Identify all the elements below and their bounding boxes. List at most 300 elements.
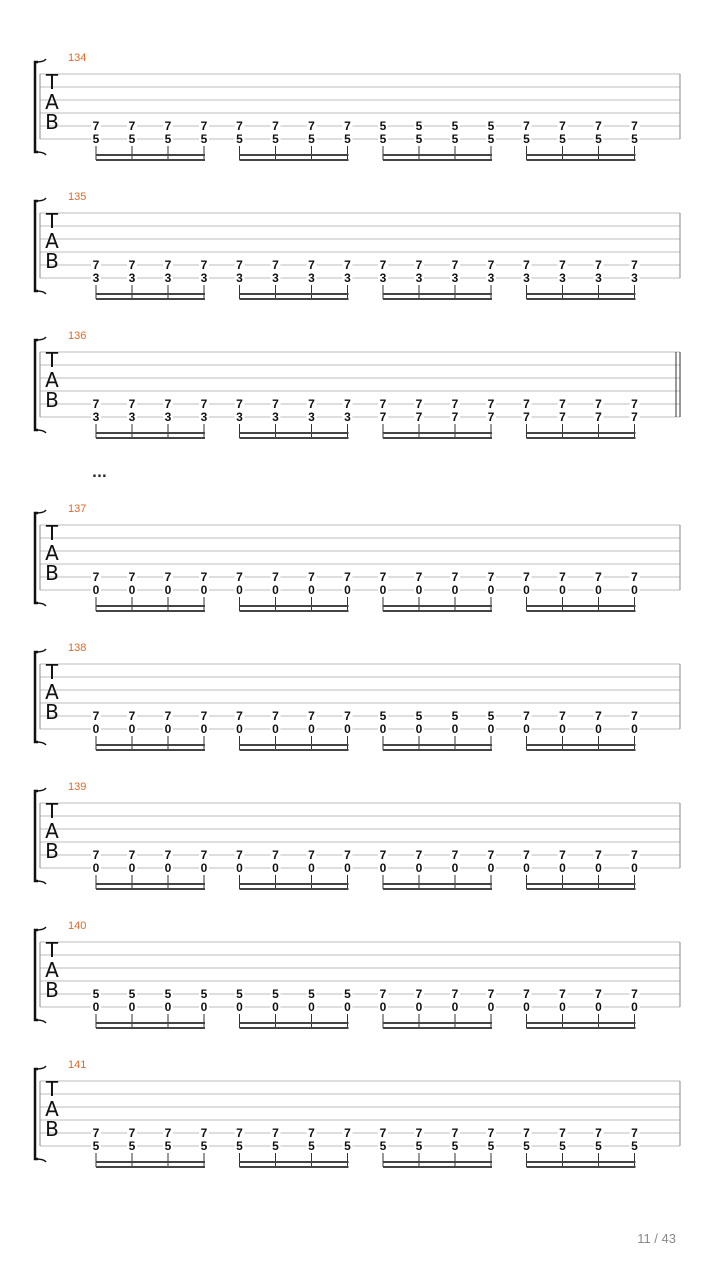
fret-number: 3 [236, 271, 243, 285]
fret-number: 7 [92, 709, 100, 723]
fret-number: 7 [344, 397, 351, 411]
fret-number: 7 [379, 570, 387, 584]
fret-number: 7 [487, 1126, 495, 1140]
fret-number: 7 [595, 709, 602, 723]
fret-number: 3 [308, 271, 315, 285]
fret-number: 0 [164, 861, 172, 875]
fret-number: 3 [92, 410, 100, 424]
fret-number: 7 [487, 987, 495, 1001]
fret-number: 5 [128, 987, 136, 1001]
fret-number: 7 [200, 848, 208, 862]
fret-number: 7 [92, 570, 100, 584]
fret-number: 0 [559, 583, 566, 597]
fret-number: 0 [451, 861, 459, 875]
beam-16th-lower [240, 1027, 349, 1029]
fret-number: 7 [631, 410, 638, 424]
beam-16th-upper [383, 1022, 492, 1024]
page-number: 11 / 43 [637, 1231, 676, 1246]
tab-clef-letter: T [45, 521, 59, 545]
beam-16th-upper [527, 432, 636, 434]
tab-clef-letter: B [45, 249, 59, 273]
fret-number: 7 [128, 258, 136, 272]
beam-16th-lower [527, 298, 636, 300]
fret-number: 5 [344, 132, 351, 146]
fret-number: 7 [308, 258, 315, 272]
fret-number: 0 [236, 1000, 243, 1014]
fret-number: 5 [451, 132, 459, 146]
bracket-hook-top [36, 59, 46, 62]
fret-number: 5 [415, 119, 423, 133]
fret-number: 7 [308, 119, 315, 133]
beam-16th-lower [527, 159, 636, 161]
beam-16th-upper [240, 1022, 349, 1024]
fret-number: 0 [451, 722, 459, 736]
fret-number: 7 [344, 1126, 351, 1140]
fret-number: 0 [200, 583, 208, 597]
beam-16th-lower [383, 437, 492, 439]
fret-number: 5 [487, 119, 495, 133]
fret-number: 7 [164, 258, 172, 272]
fret-number: 7 [379, 1126, 387, 1140]
fret-number: 0 [308, 722, 315, 736]
fret-number: 0 [379, 583, 387, 597]
fret-number: 3 [200, 271, 208, 285]
tab-clef-letter: B [45, 561, 59, 585]
fret-number: 0 [164, 583, 172, 597]
fret-number: 7 [595, 119, 602, 133]
beam-16th-upper [96, 293, 205, 295]
beam-16th-upper [383, 605, 492, 607]
fret-number: 7 [236, 397, 243, 411]
fret-number: 0 [379, 1000, 387, 1014]
fret-number: 7 [272, 848, 279, 862]
beam-16th-lower [527, 610, 636, 612]
fret-number: 7 [128, 1126, 136, 1140]
fret-number: 7 [559, 709, 566, 723]
fret-number: 7 [92, 119, 100, 133]
fret-number: 7 [631, 1126, 638, 1140]
fret-number: 7 [595, 848, 602, 862]
fret-number: 5 [164, 132, 172, 146]
fret-number: 5 [415, 709, 423, 723]
beam-16th-upper [240, 744, 349, 746]
tab-clef-letter: T [45, 938, 59, 962]
ellipsis-mark: ... [92, 466, 107, 481]
fret-number: 7 [523, 119, 530, 133]
tab-clef-letter: T [45, 799, 59, 823]
beam-16th-upper [383, 154, 492, 156]
tab-clef-letter: T [45, 70, 59, 94]
fret-number: 0 [272, 583, 279, 597]
bar-number: 136 [68, 330, 87, 342]
beam-16th-upper [240, 432, 349, 434]
fret-number: 0 [595, 861, 602, 875]
fret-number: 7 [595, 410, 602, 424]
fret-number: 0 [595, 1000, 602, 1014]
fret-number: 7 [236, 119, 243, 133]
fret-number: 3 [523, 271, 530, 285]
fret-number: 7 [631, 848, 638, 862]
fret-number: 5 [523, 132, 530, 146]
fret-number: 7 [451, 1126, 459, 1140]
fret-number: 0 [631, 861, 638, 875]
beam-16th-upper [383, 744, 492, 746]
tab-clef-letter: A [45, 368, 59, 392]
fret-number: 0 [415, 722, 423, 736]
beam-16th-upper [96, 1161, 205, 1163]
tab-clef-letter: B [45, 388, 59, 412]
beam-16th-lower [383, 1027, 492, 1029]
fret-number: 0 [92, 583, 100, 597]
beam-16th-lower [527, 888, 636, 890]
fret-number: 7 [559, 410, 566, 424]
fret-number: 7 [451, 397, 459, 411]
tab-clef-letter: A [45, 958, 59, 982]
fret-number: 5 [415, 1139, 423, 1153]
fret-number: 3 [487, 271, 495, 285]
fret-number: 7 [559, 1126, 566, 1140]
fret-number: 7 [272, 397, 279, 411]
beam-16th-upper [96, 1022, 205, 1024]
bar-number: 138 [68, 642, 87, 654]
bracket-hook-bottom [36, 430, 46, 433]
fret-number: 5 [451, 119, 459, 133]
beam-16th-lower [96, 749, 205, 751]
beam-16th-upper [527, 293, 636, 295]
beam-16th-upper [383, 293, 492, 295]
fret-number: 7 [379, 397, 387, 411]
tab-clef-letter: A [45, 680, 59, 704]
fret-number: 7 [631, 987, 638, 1001]
beam-16th-lower [96, 888, 205, 890]
tab-system [35, 781, 680, 890]
beam-16th-upper [240, 154, 349, 156]
fret-number: 0 [631, 1000, 638, 1014]
beam-16th-upper [96, 744, 205, 746]
fret-number: 5 [523, 1139, 530, 1153]
fret-number: 0 [487, 1000, 495, 1014]
fret-number: 5 [379, 132, 387, 146]
fret-number: 5 [487, 709, 495, 723]
bracket-hook-top [36, 927, 46, 930]
fret-number: 7 [487, 258, 495, 272]
fret-number: 0 [559, 722, 566, 736]
fret-number: 7 [451, 987, 459, 1001]
fret-number: 7 [523, 258, 530, 272]
fret-number: 7 [595, 397, 602, 411]
fret-number: 7 [92, 258, 100, 272]
tab-system [35, 642, 680, 751]
beam-16th-lower [240, 1166, 349, 1168]
tab-system [35, 920, 680, 1029]
fret-number: 7 [451, 258, 459, 272]
fret-number: 0 [236, 722, 243, 736]
fret-number: 7 [379, 987, 387, 1001]
fret-number: 3 [344, 410, 351, 424]
fret-number: 7 [451, 570, 459, 584]
fret-number: 5 [236, 987, 243, 1001]
fret-number: 5 [559, 1139, 566, 1153]
fret-number: 0 [92, 1000, 100, 1014]
fret-number: 7 [415, 410, 423, 424]
fret-number: 0 [415, 1000, 423, 1014]
fret-number: 3 [595, 271, 602, 285]
fret-number: 5 [308, 132, 315, 146]
fret-number: 7 [523, 410, 530, 424]
tab-clef-letter: T [45, 1077, 59, 1101]
fret-number: 7 [164, 709, 172, 723]
fret-number: 3 [200, 410, 208, 424]
fret-number: 0 [487, 583, 495, 597]
fret-number: 0 [379, 722, 387, 736]
tab-clef-letter: A [45, 1097, 59, 1121]
fret-number: 7 [559, 397, 566, 411]
fret-number: 7 [487, 397, 495, 411]
fret-number: 5 [631, 132, 638, 146]
tab-clef-letter: B [45, 978, 59, 1002]
fret-number: 7 [344, 709, 351, 723]
fret-number: 7 [631, 397, 638, 411]
fret-number: 0 [344, 1000, 351, 1014]
fret-number: 7 [200, 258, 208, 272]
beam-16th-lower [383, 888, 492, 890]
fret-number: 0 [236, 861, 243, 875]
fret-number: 3 [164, 271, 172, 285]
bar-number: 134 [68, 52, 87, 64]
tab-clef-letter: A [45, 541, 59, 565]
bracket-hook-bottom [36, 603, 46, 606]
beam-16th-upper [96, 432, 205, 434]
system-bracket [35, 340, 38, 430]
fret-number: 7 [128, 119, 136, 133]
fret-number: 0 [272, 722, 279, 736]
fret-number: 7 [523, 709, 530, 723]
fret-number: 7 [595, 570, 602, 584]
fret-number: 0 [344, 861, 351, 875]
fret-number: 5 [272, 987, 279, 1001]
fret-number: 7 [272, 1126, 279, 1140]
fret-number: 5 [200, 132, 208, 146]
tab-system [35, 1059, 680, 1168]
fret-number: 5 [236, 1139, 243, 1153]
fret-number: 0 [92, 861, 100, 875]
bracket-hook-top [36, 788, 46, 791]
fret-number: 3 [631, 271, 638, 285]
bracket-hook-bottom [36, 152, 46, 155]
tab-system [35, 330, 680, 481]
tab-clef-letter: T [45, 209, 59, 233]
fret-number: 7 [415, 848, 423, 862]
fret-number: 7 [128, 397, 136, 411]
fret-number: 3 [308, 410, 315, 424]
bracket-hook-top [36, 198, 46, 201]
fret-number: 7 [236, 1126, 243, 1140]
fret-number: 0 [308, 861, 315, 875]
fret-number: 5 [308, 1139, 315, 1153]
fret-number: 7 [631, 570, 638, 584]
fret-number: 5 [595, 1139, 602, 1153]
fret-number: 3 [272, 410, 279, 424]
beam-16th-lower [383, 749, 492, 751]
fret-number: 7 [487, 848, 495, 862]
fret-number: 0 [272, 861, 279, 875]
fret-number: 7 [595, 1126, 602, 1140]
fret-number: 7 [308, 709, 315, 723]
fret-number: 3 [236, 410, 243, 424]
beam-16th-lower [240, 610, 349, 612]
beam-16th-upper [527, 744, 636, 746]
fret-number: 7 [415, 1126, 423, 1140]
fret-number: 5 [487, 132, 495, 146]
fret-number: 7 [164, 119, 172, 133]
fret-number: 5 [164, 987, 172, 1001]
tab-system [35, 52, 680, 161]
fret-number: 5 [344, 1139, 351, 1153]
fret-number: 7 [200, 1126, 208, 1140]
fret-number: 0 [164, 1000, 172, 1014]
fret-number: 7 [487, 410, 495, 424]
fret-number: 7 [415, 397, 423, 411]
bracket-hook-top [36, 337, 46, 340]
tab-clef-letter: A [45, 819, 59, 843]
fret-number: 3 [344, 271, 351, 285]
fret-number: 7 [379, 848, 387, 862]
fret-number: 7 [308, 848, 315, 862]
system-bracket [35, 513, 38, 603]
fret-number: 7 [272, 570, 279, 584]
fret-number: 7 [200, 119, 208, 133]
fret-number: 3 [415, 271, 423, 285]
fret-number: 5 [631, 1139, 638, 1153]
beam-16th-lower [240, 159, 349, 161]
fret-number: 0 [631, 722, 638, 736]
beam-16th-upper [527, 1161, 636, 1163]
bracket-hook-bottom [36, 881, 46, 884]
bracket-hook-bottom [36, 742, 46, 745]
fret-number: 7 [559, 258, 566, 272]
fret-number: 7 [559, 570, 566, 584]
fret-number: 7 [308, 1126, 315, 1140]
tab-system [35, 191, 680, 300]
fret-number: 3 [451, 271, 459, 285]
bracket-hook-bottom [36, 291, 46, 294]
fret-number: 5 [559, 132, 566, 146]
fret-number: 7 [523, 570, 530, 584]
fret-number: 0 [92, 722, 100, 736]
fret-number: 7 [415, 258, 423, 272]
fret-number: 7 [415, 987, 423, 1001]
system-bracket [35, 1069, 38, 1159]
fret-number: 7 [200, 570, 208, 584]
fret-number: 5 [272, 1139, 279, 1153]
beam-16th-upper [96, 154, 205, 156]
bar-number: 141 [68, 1059, 87, 1071]
fret-number: 7 [344, 848, 351, 862]
fret-number: 7 [164, 570, 172, 584]
beam-16th-lower [96, 159, 205, 161]
fret-number: 7 [308, 570, 315, 584]
fret-number: 7 [308, 397, 315, 411]
bracket-hook-top [36, 510, 46, 513]
fret-number: 0 [236, 583, 243, 597]
fret-number: 3 [272, 271, 279, 285]
fret-number: 5 [128, 132, 136, 146]
fret-number: 7 [523, 848, 530, 862]
beam-16th-lower [527, 749, 636, 751]
fret-number: 7 [200, 397, 208, 411]
beam-16th-upper [527, 883, 636, 885]
fret-number: 5 [415, 132, 423, 146]
fret-number: 5 [92, 987, 100, 1001]
fret-number: 0 [451, 1000, 459, 1014]
fret-number: 0 [200, 722, 208, 736]
fret-number: 0 [559, 1000, 566, 1014]
fret-number: 3 [559, 271, 566, 285]
fret-number: 7 [631, 258, 638, 272]
fret-number: 0 [487, 861, 495, 875]
beam-16th-lower [383, 610, 492, 612]
fret-number: 0 [128, 722, 136, 736]
fret-number: 7 [272, 709, 279, 723]
bar-number: 135 [68, 191, 87, 203]
bracket-hook-top [36, 649, 46, 652]
bar-number: 140 [68, 920, 87, 932]
fret-number: 5 [164, 1139, 172, 1153]
beam-16th-upper [527, 154, 636, 156]
fret-number: 7 [236, 848, 243, 862]
fret-number: 5 [595, 132, 602, 146]
fret-number: 0 [415, 861, 423, 875]
fret-number: 7 [451, 410, 459, 424]
fret-number: 7 [559, 119, 566, 133]
beam-16th-lower [527, 1166, 636, 1168]
fret-number: 7 [164, 1126, 172, 1140]
fret-number: 5 [379, 119, 387, 133]
fret-number: 0 [200, 861, 208, 875]
fret-number: 3 [92, 271, 100, 285]
fret-number: 7 [92, 397, 100, 411]
fret-number: 0 [308, 583, 315, 597]
beam-16th-lower [96, 298, 205, 300]
fret-number: 7 [379, 410, 387, 424]
beam-16th-upper [96, 883, 205, 885]
fret-number: 7 [92, 848, 100, 862]
beam-16th-lower [96, 437, 205, 439]
fret-number: 5 [236, 132, 243, 146]
beam-16th-lower [240, 437, 349, 439]
fret-number: 7 [379, 258, 387, 272]
fret-number: 7 [631, 119, 638, 133]
bracket-hook-bottom [36, 1159, 46, 1162]
fret-number: 0 [379, 861, 387, 875]
fret-number: 0 [128, 1000, 136, 1014]
fret-number: 7 [200, 709, 208, 723]
tab-clef-letter: A [45, 229, 59, 253]
tab-clef-letter: B [45, 700, 59, 724]
fret-number: 7 [451, 848, 459, 862]
fret-number: 5 [200, 987, 208, 1001]
system-bracket [35, 652, 38, 742]
bar-number: 139 [68, 781, 87, 793]
fret-number: 7 [236, 709, 243, 723]
beam-16th-upper [240, 605, 349, 607]
fret-number: 3 [128, 410, 136, 424]
beam-16th-upper [240, 883, 349, 885]
fret-number: 7 [128, 848, 136, 862]
tab-clef-letter: T [45, 348, 59, 372]
bracket-hook-bottom [36, 1020, 46, 1023]
fret-number: 7 [344, 570, 351, 584]
